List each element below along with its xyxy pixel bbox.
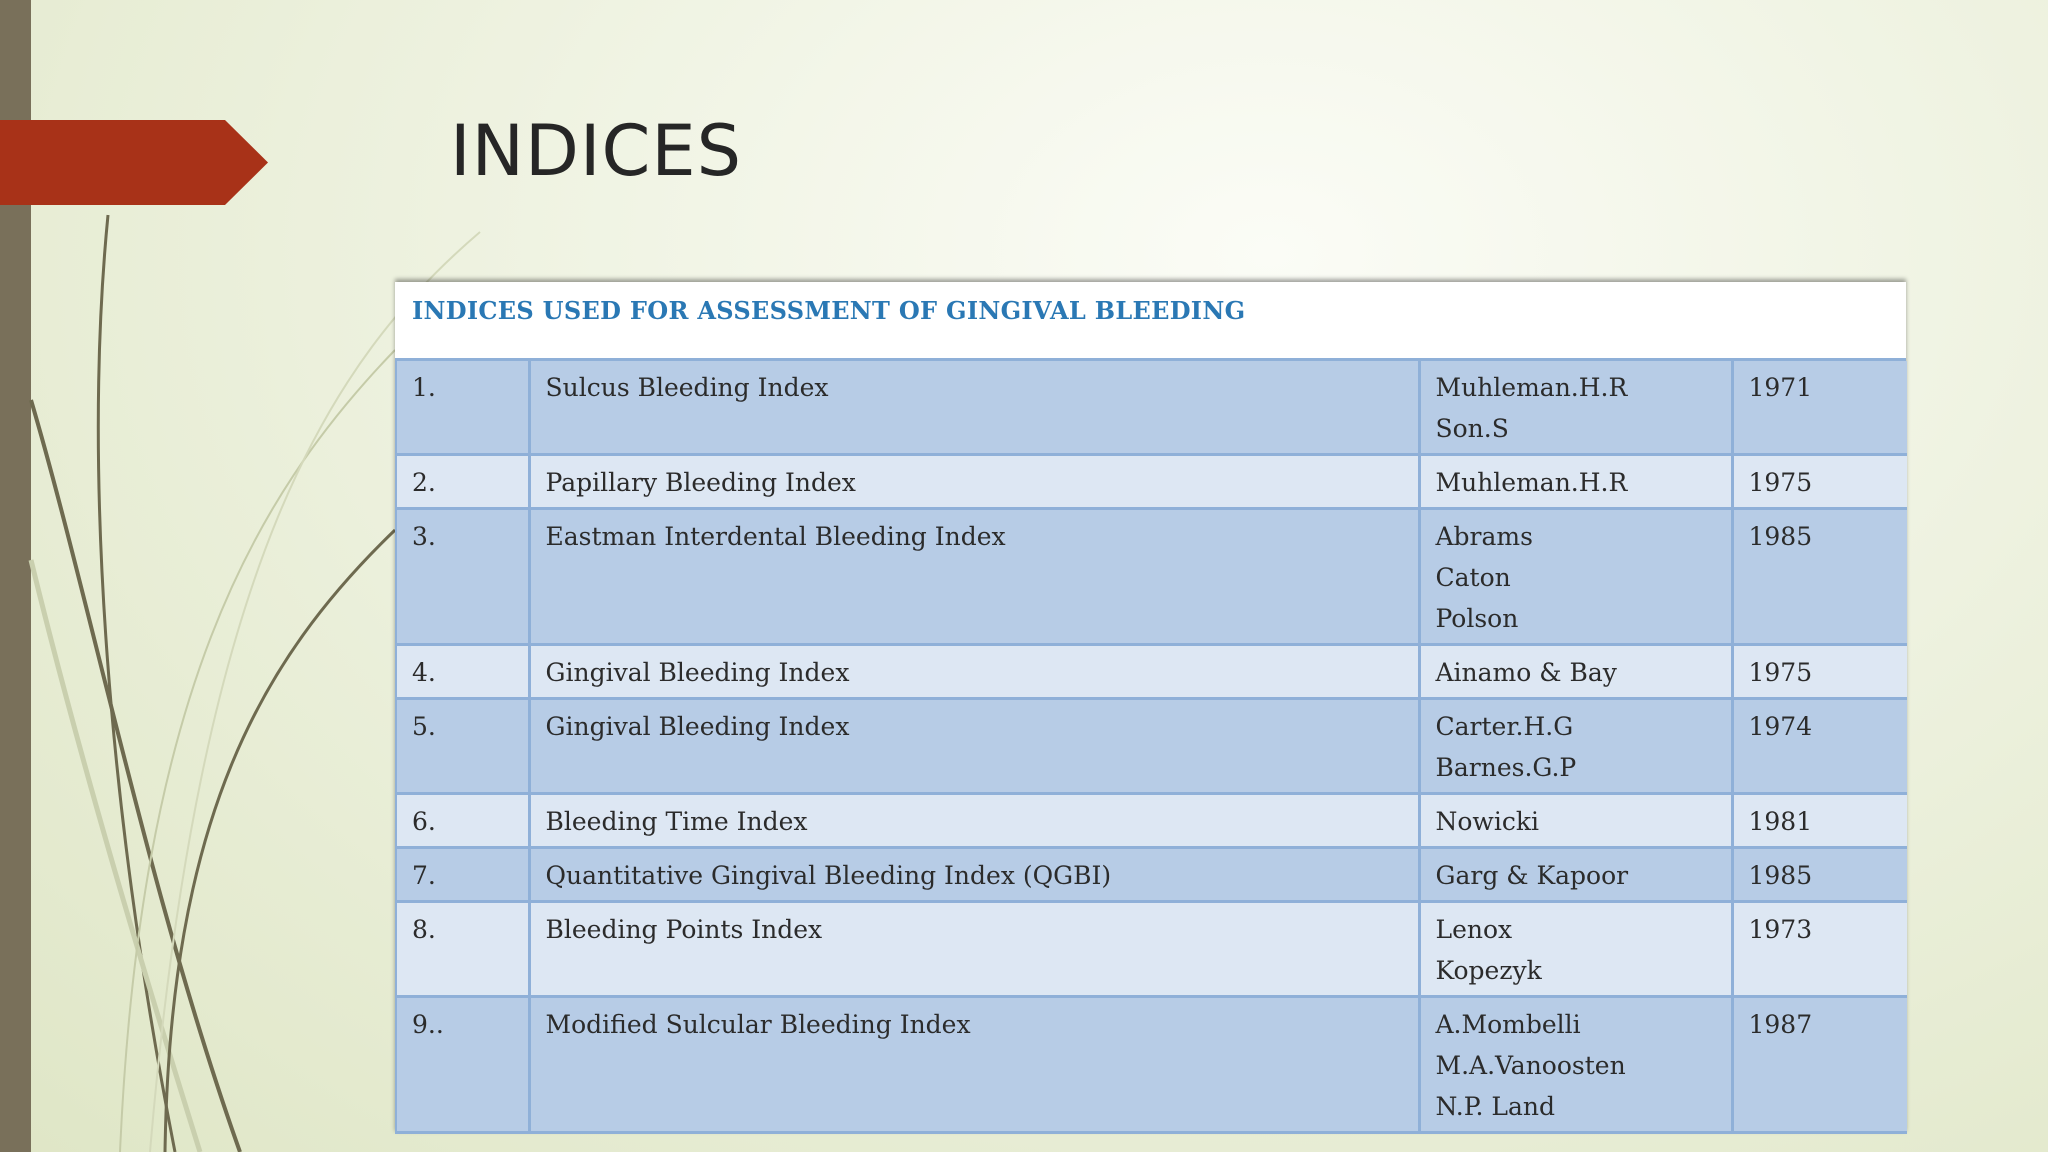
author-name: Garg & Kapoor: [1435, 861, 1629, 890]
authors-cell: [1419, 645, 1732, 699]
authors-cell: [1419, 455, 1732, 509]
author-name: Muhleman.H.R: [1435, 373, 1628, 402]
year-cell: 1973: [1732, 902, 1907, 997]
authors-cell: [1419, 509, 1732, 645]
table-row: [396, 455, 1907, 509]
index-name-cell: Eastman Interdental Bleeding Index: [529, 509, 1419, 645]
index-name-cell: Bleeding Points Index: [529, 902, 1419, 997]
row-number-cell: 7.: [396, 848, 529, 902]
year-cell: 1974: [1732, 699, 1907, 794]
row-number-cell: 3.: [396, 509, 529, 645]
year-cell: 1985: [1732, 509, 1907, 645]
author-name: A.Mombelli: [1435, 1010, 1581, 1039]
year-cell: 1975: [1732, 645, 1907, 699]
row-number-cell: 4.: [396, 645, 529, 699]
index-name-cell: Modified Sulcular Bleeding Index: [529, 997, 1419, 1133]
row-number-cell: 1.: [396, 361, 529, 455]
index-name-cell: Sulcus Bleeding Index: [529, 361, 1419, 455]
row-number-cell: 9..: [396, 997, 529, 1133]
authors-cell: [1419, 902, 1732, 997]
table-row: [396, 794, 1907, 848]
author-name: Polson: [1435, 604, 1519, 633]
index-name-cell: Quantitative Gingival Bleeding Index (QGBI): [529, 848, 1419, 902]
authors-cell: [1419, 361, 1732, 455]
table-row: [396, 699, 1907, 794]
table-row: [396, 361, 1907, 455]
table-row: [396, 509, 1907, 645]
row-number-cell: 2.: [396, 455, 529, 509]
authors-cell: [1419, 997, 1732, 1133]
author-name: Nowicki: [1435, 807, 1539, 836]
year-cell: 1987: [1732, 997, 1907, 1133]
author-name: Caton: [1435, 563, 1511, 592]
year-cell: 1981: [1732, 794, 1907, 848]
author-name: N.P. Land: [1435, 1092, 1555, 1121]
title-arrow-shape: [0, 120, 268, 205]
row-number-cell: 8.: [396, 902, 529, 997]
index-name-cell: Bleeding Time Index: [529, 794, 1419, 848]
year-cell: 1971: [1732, 361, 1907, 455]
authors-cell: [1419, 699, 1732, 794]
author-name: Ainamo & Bay: [1435, 658, 1617, 687]
author-name: Barnes.G.P: [1435, 753, 1577, 782]
year-cell: 1985: [1732, 848, 1907, 902]
row-number-cell: 5.: [396, 699, 529, 794]
author-name: Abrams: [1435, 522, 1533, 551]
author-name: Son.S: [1435, 414, 1509, 443]
table-row: [396, 848, 1907, 902]
index-name-cell: Papillary Bleeding Index: [529, 455, 1419, 509]
row-number-cell: 6.: [396, 794, 529, 848]
author-name: M.A.Vanoosten: [1435, 1051, 1626, 1080]
author-name: Lenox: [1435, 915, 1513, 944]
index-name-cell: Gingival Bleeding Index: [529, 645, 1419, 699]
table-caption: INDICES USED FOR ASSESSMENT OF GINGIVAL BLEEDING: [395, 282, 1906, 361]
indices-table: [395, 361, 1907, 1134]
indices-table-body: [396, 361, 1907, 1133]
table-row: [396, 997, 1907, 1133]
table-row: [396, 902, 1907, 997]
authors-cell: [1419, 848, 1732, 902]
index-name-cell: Gingival Bleeding Index: [529, 699, 1419, 794]
authors-cell: [1419, 794, 1732, 848]
author-name: Muhleman.H.R: [1435, 468, 1628, 497]
author-name: Carter.H.G: [1435, 712, 1574, 741]
slide-title: INDICES: [450, 110, 743, 192]
author-name: Kopezyk: [1435, 956, 1542, 985]
indices-table-image: [395, 282, 1906, 1134]
year-cell: 1975: [1732, 455, 1907, 509]
table-row: [396, 645, 1907, 699]
